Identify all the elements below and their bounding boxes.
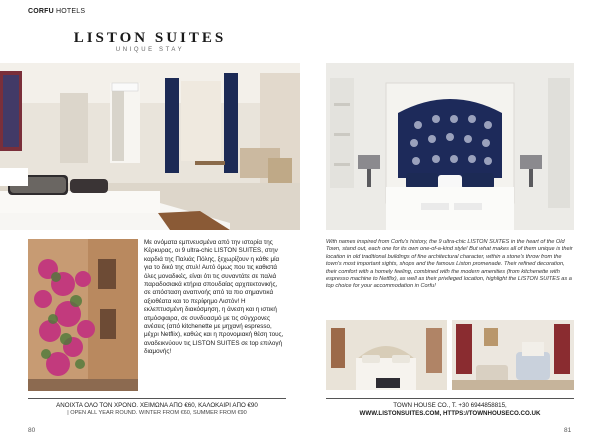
magazine-section-label xyxy=(28,8,85,15)
bedroom-photo-headboard xyxy=(326,63,574,230)
section-brand: CORFU xyxy=(28,8,54,15)
bedroom-photo-small xyxy=(326,320,447,390)
page-title: LISTON SUITES xyxy=(73,30,227,46)
greek-description: Με ονόματα εμπνευσμένα από την ιστορία της Κέρκυρας, οι 9 ultra-chic LISTON SUITES, στην καρδιά της Παλιάς Πόλης, ξεχωρίζουν η κάθε μία για το δικό της στυλ! Αυτό όμως που τις καθιστά όλες μοναδικές, είναι ότι τις συναντάτε σε παλιά παραδοσιακά κτήρια σπουδαίας αρχιτεκτονικής, σε απόσταση αναπνοής από τα πιο σημαντικά αξιοθέατα και το περίφημο Λιστόν! Η εκλεπτυσμένη διακόσμηση, η άνεση και η ιστική ατμόσφαιρα, σε συνδυασμό με τις σύγχρονες ανέσεις (από kitchenette με μηχανή espresso, μέχρι Netflix), καθώς και η προνομιακή θέση τους, αναδεικνύουν τις LISTON SUITES σε top επιλογή διαμονής! xyxy=(144,239,284,356)
section-name: HOTELS xyxy=(53,8,86,15)
bougainvillea-facade-photo xyxy=(28,239,138,391)
english-description: With names inspired from Corfu's history, the 9 ultra-chic LISTON SUITES in the heart of the Old Town, stand out, each one for its own one-of-a-kind style! But what makes all of them unique is their location in old traditional buildings of fine architectural character, within a stone's throw from the town's most important sights, shops and the famous Liston promenade. Their refined decoration, their comfort with a homely feeling, combined with the modern amenities (from kitchenette with espresso machine to Netflix), as well as their privileged location, highlight the LISTON SUITES as a top choice for your accommodation in Corfu! xyxy=(326,239,573,290)
page-number-right: 81 xyxy=(564,427,572,434)
page-subtitle: UNIQUE STAY xyxy=(115,47,185,53)
footer-rule-left xyxy=(28,398,286,399)
living-room-photo xyxy=(452,320,574,390)
footer-prices-greek: ΑΝΟΙΧΤΑ ΟΛΟ ΤΟΝ ΧΡΟΝΟ. ΧΕΙΜΩΝΑ ΑΠΟ €60, ΚΑΛΟΚΑΙΡΙ ΑΠΟ €90 xyxy=(56,402,258,409)
footer-contact-websites[interactable]: WWW.LISTONSUITES.COM, HTTPS://TOWNHOUSECO.CO.UK xyxy=(359,410,541,417)
footer-prices-english: | OPEN ALL YEAR ROUND. WINTER FROM €60, SUMMER FROM €90 xyxy=(67,410,247,416)
footer-rule-right xyxy=(326,398,574,399)
bedroom-photo-wide xyxy=(0,63,300,230)
page-number-left: 80 xyxy=(28,427,36,434)
footer-contact-phone: TOWN HOUSE CO., Τ. +30 6944858815, xyxy=(393,402,507,409)
